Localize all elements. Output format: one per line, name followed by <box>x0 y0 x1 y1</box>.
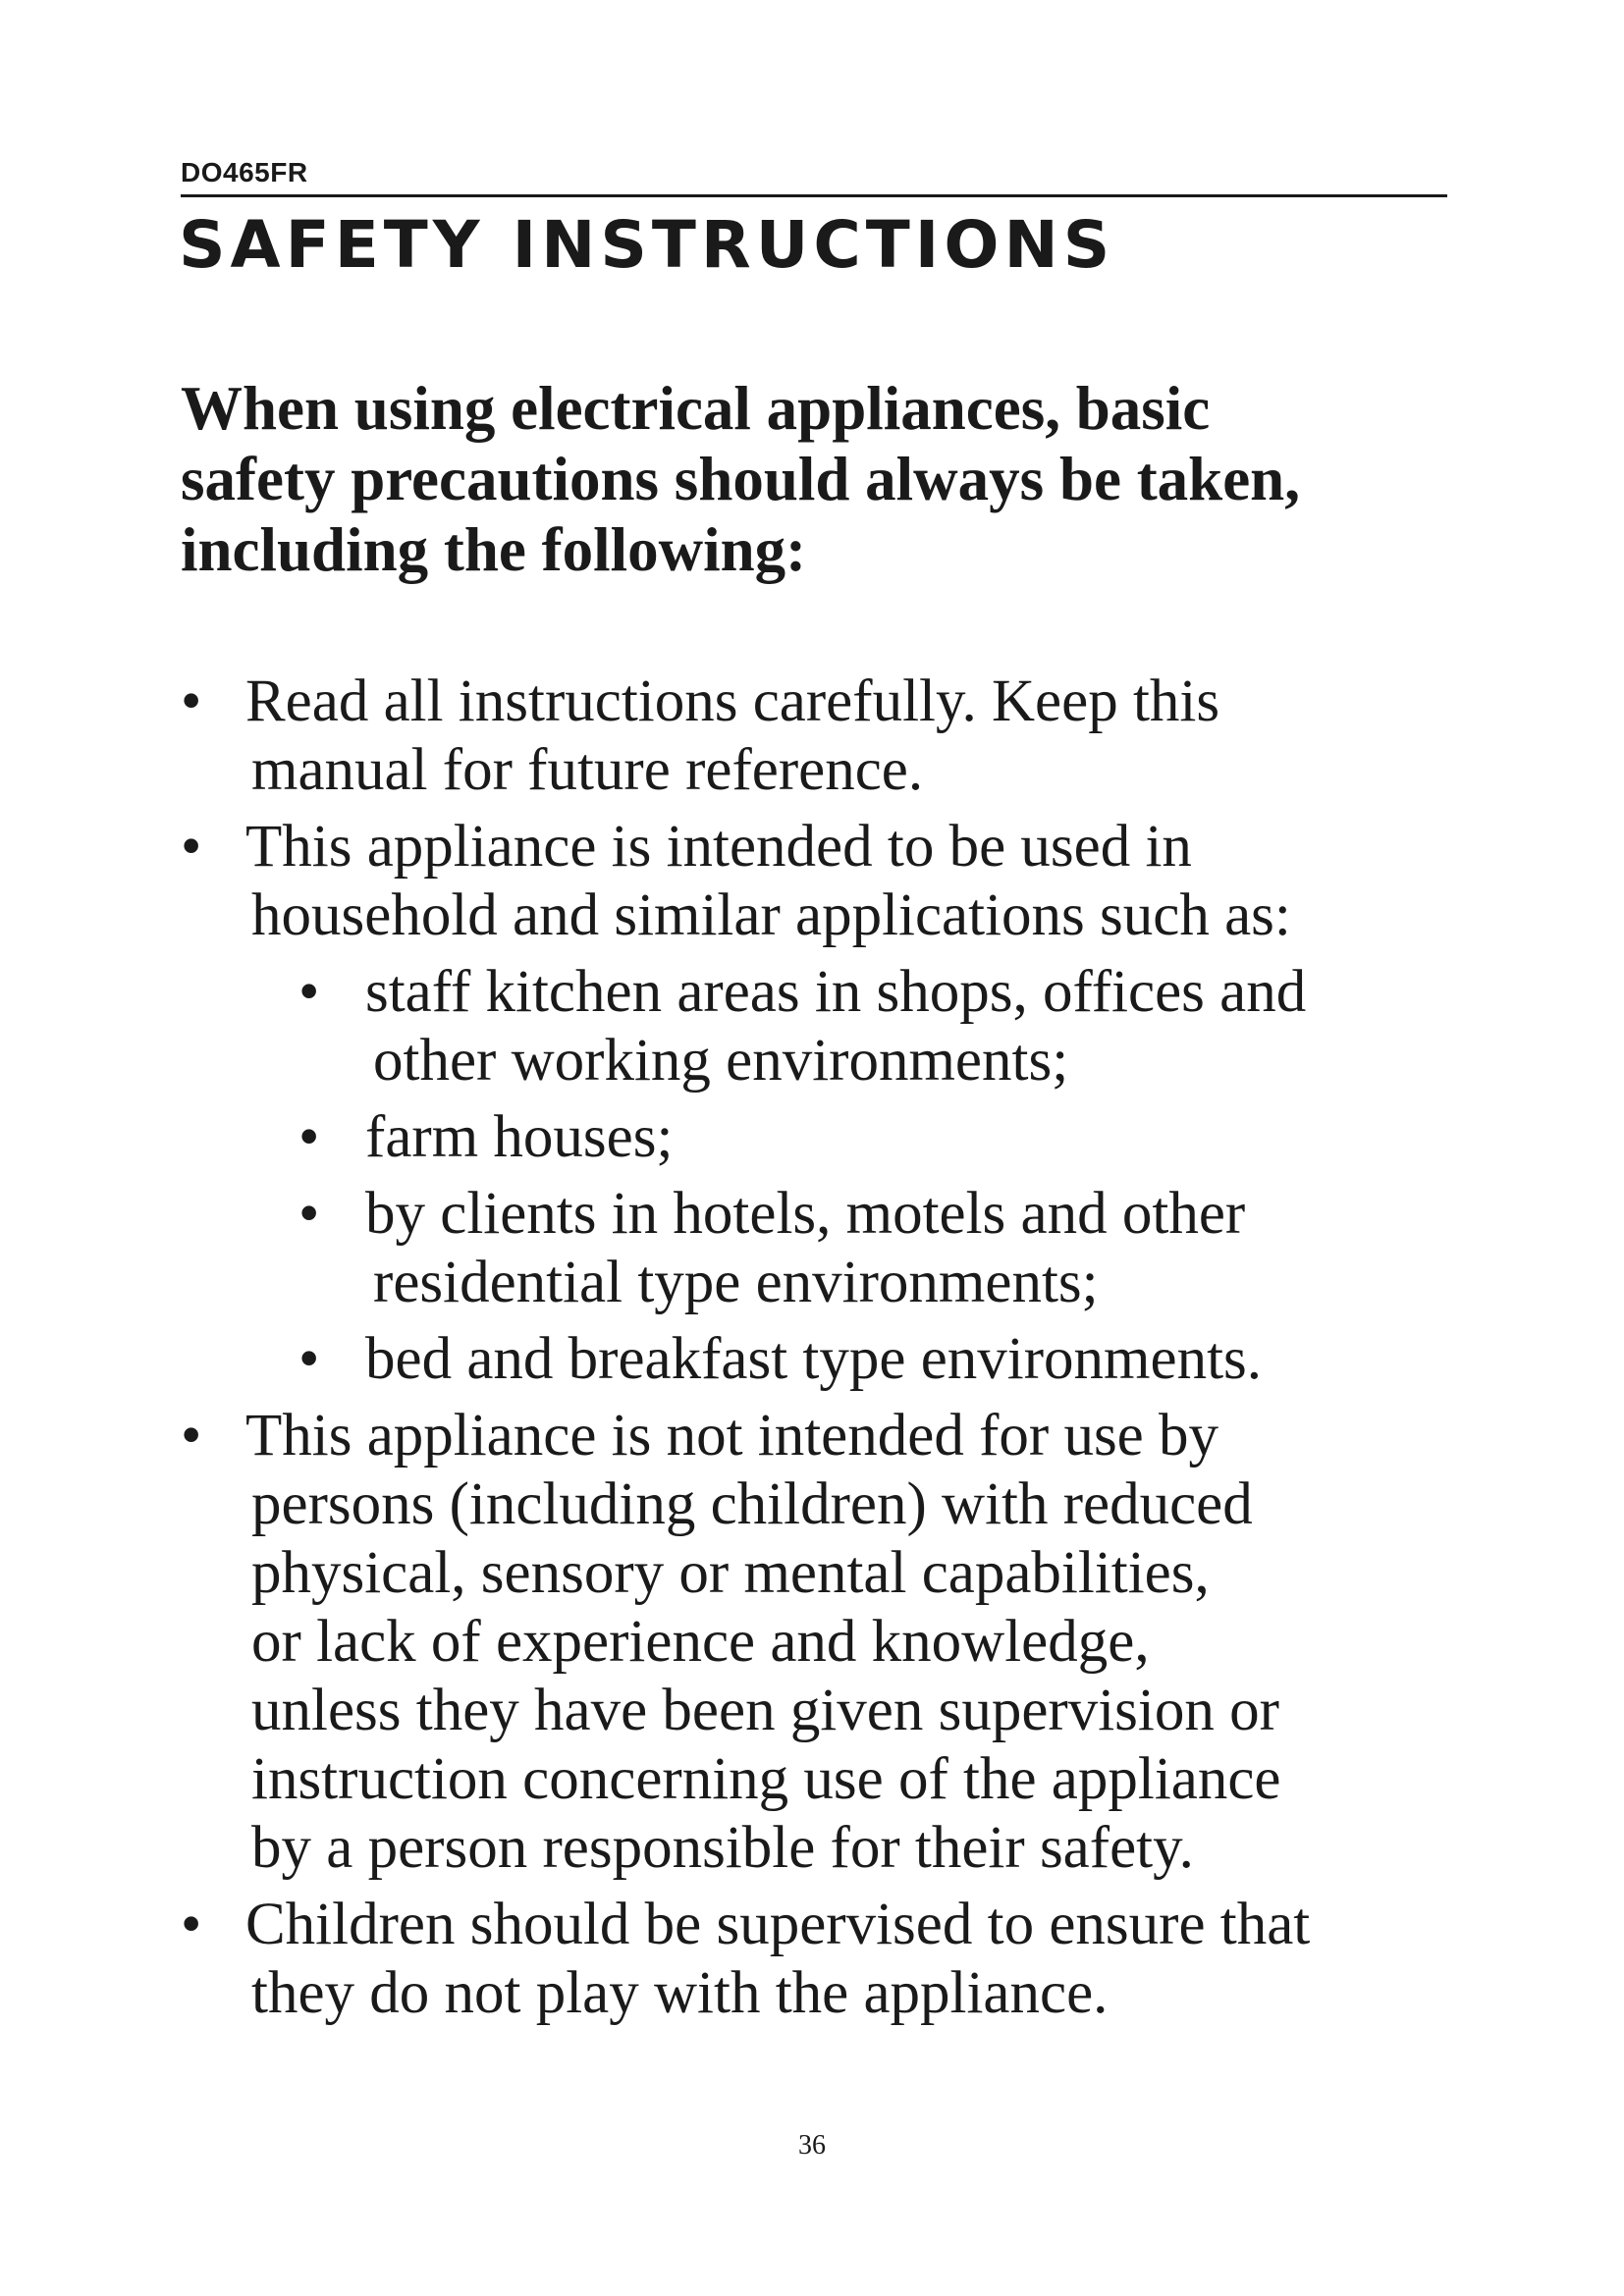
bullet-icon: • <box>298 1104 320 1170</box>
intro-line: safety precautions should always be taken, <box>181 445 1300 513</box>
list-item-line: by a person responsible for their safety. <box>251 1815 1194 1881</box>
list-item <box>181 1891 1467 2028</box>
intro-line: When using electrical appliances, basic <box>181 374 1211 443</box>
intro-line: including the following: <box>181 515 807 584</box>
sub-list-item <box>298 958 1467 1095</box>
list-item-line: manual for future reference. <box>251 737 924 803</box>
list-item-line: unless they have been given supervision or <box>251 1678 1279 1743</box>
list-item-line: physical, sensory or mental capabilities, <box>251 1540 1210 1606</box>
header-rule <box>181 194 1447 197</box>
model-number: DO465FR <box>181 157 308 187</box>
list-item-line: by clients in hotels, motels and other <box>365 1181 1246 1247</box>
sub-list-item <box>298 1325 1467 1394</box>
bullet-icon: • <box>181 1403 202 1468</box>
list-item <box>181 813 1467 950</box>
list-item <box>181 667 1467 805</box>
list-item-line: staff kitchen areas in shops, offices and <box>365 959 1307 1025</box>
bullet-icon: • <box>181 1892 202 1957</box>
list-item-line: This appliance is intended to be used in <box>245 814 1192 880</box>
list-item-line: household and similar applications such as: <box>251 882 1291 948</box>
bullet-icon: • <box>181 814 202 880</box>
list-item-line: This appliance is not intended for use by <box>245 1403 1219 1468</box>
list-item-line: bed and breakfast type environments. <box>365 1326 1263 1392</box>
bullet-icon: • <box>298 959 320 1025</box>
sub-list-item <box>298 1180 1467 1317</box>
bullet-icon: • <box>298 1181 320 1247</box>
list-item-line: Children should be supervised to ensure that <box>245 1892 1311 1957</box>
list-item <box>181 1402 1467 1883</box>
intro-paragraph <box>181 373 1457 585</box>
list-item-line: other working environments; <box>373 1028 1069 1094</box>
page-number: 36 <box>798 2130 826 2161</box>
list-item-line: Read all instructions carefully. Keep this <box>245 668 1220 734</box>
list-item-line: they do not play with the appliance. <box>251 1960 1109 2026</box>
sub-list-item <box>298 1103 1467 1172</box>
list-item-line: or lack of experience and knowledge, <box>251 1609 1150 1675</box>
page-title: SAFETY INSTRUCTIONS <box>179 207 1115 283</box>
bullet-icon: • <box>181 668 202 734</box>
list-item-line: instruction concerning use of the appliance <box>251 1746 1281 1812</box>
bullet-icon: • <box>298 1326 320 1392</box>
list-item-line: residential type environments; <box>373 1250 1099 1315</box>
list-item-line: persons (including children) with reduced <box>251 1471 1253 1537</box>
list-item-line: farm houses; <box>365 1104 674 1170</box>
safety-list <box>181 667 1467 2036</box>
